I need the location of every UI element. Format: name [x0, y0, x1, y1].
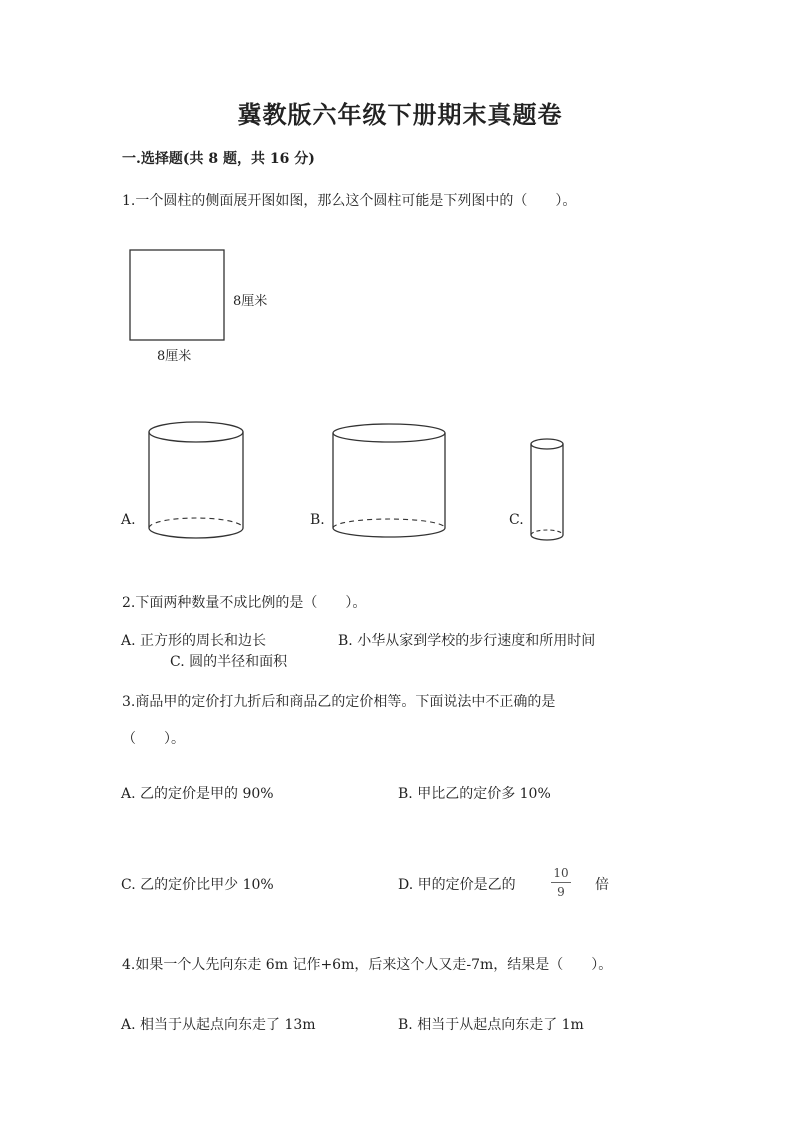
q4-option-b: B. 相当于从起点向东走了 1m	[398, 1017, 584, 1033]
question-3-text-line-2: （ ）。	[122, 731, 185, 747]
fraction-bar	[551, 882, 571, 883]
q3-option-a: A. 乙的定价是甲的 90%	[121, 786, 274, 802]
bottom-length-label: 8厘米	[157, 349, 192, 364]
q3-option-d-suffix: 倍	[595, 877, 609, 893]
q1-option-a-label: A.	[121, 512, 136, 528]
question-2-text: 2.下面两种数量不成比例的是（ ）。	[122, 595, 367, 611]
fraction-denominator: 9	[557, 885, 565, 899]
q1-option-b-label: B.	[310, 512, 325, 528]
q1-option-c-label: C.	[509, 512, 524, 528]
q2-option-b: B. 小华从家到学校的步行速度和所用时间	[338, 633, 596, 649]
q3-option-c: C. 乙的定价比甲少 10%	[121, 877, 274, 893]
fraction-numerator: 10	[553, 866, 569, 880]
q3-option-d: D. 甲的定价是乙的	[398, 877, 516, 893]
q3-option-b: B. 甲比乙的定价多 10%	[398, 786, 551, 802]
question-3-text-line-1: 3.商品甲的定价打九折后和商品乙的定价相等。下面说法中不正确的是	[122, 694, 556, 710]
q2-option-c: C. 圆的半径和面积	[170, 654, 288, 670]
q4-option-a: A. 相当于从起点向东走了 13m	[121, 1017, 316, 1033]
fraction-ten-ninths	[551, 866, 571, 899]
question-4-text: 4.如果一个人先向东走 6m 记作+6m，后来这个人又走-7m，结果是（ ）。	[122, 957, 613, 973]
side-length-label: 8厘米	[233, 294, 268, 309]
page-title: 冀教版六年级下册期末真题卷	[237, 100, 563, 129]
section-heading: 一.选择题(共 8 题，共 16 分)	[122, 151, 315, 167]
question-1-text: 1.一个圆柱的侧面展开图如图，那么这个圆柱可能是下列图中的（ ）。	[122, 193, 577, 209]
q2-option-a: A. 正方形的周长和边长	[121, 633, 267, 649]
